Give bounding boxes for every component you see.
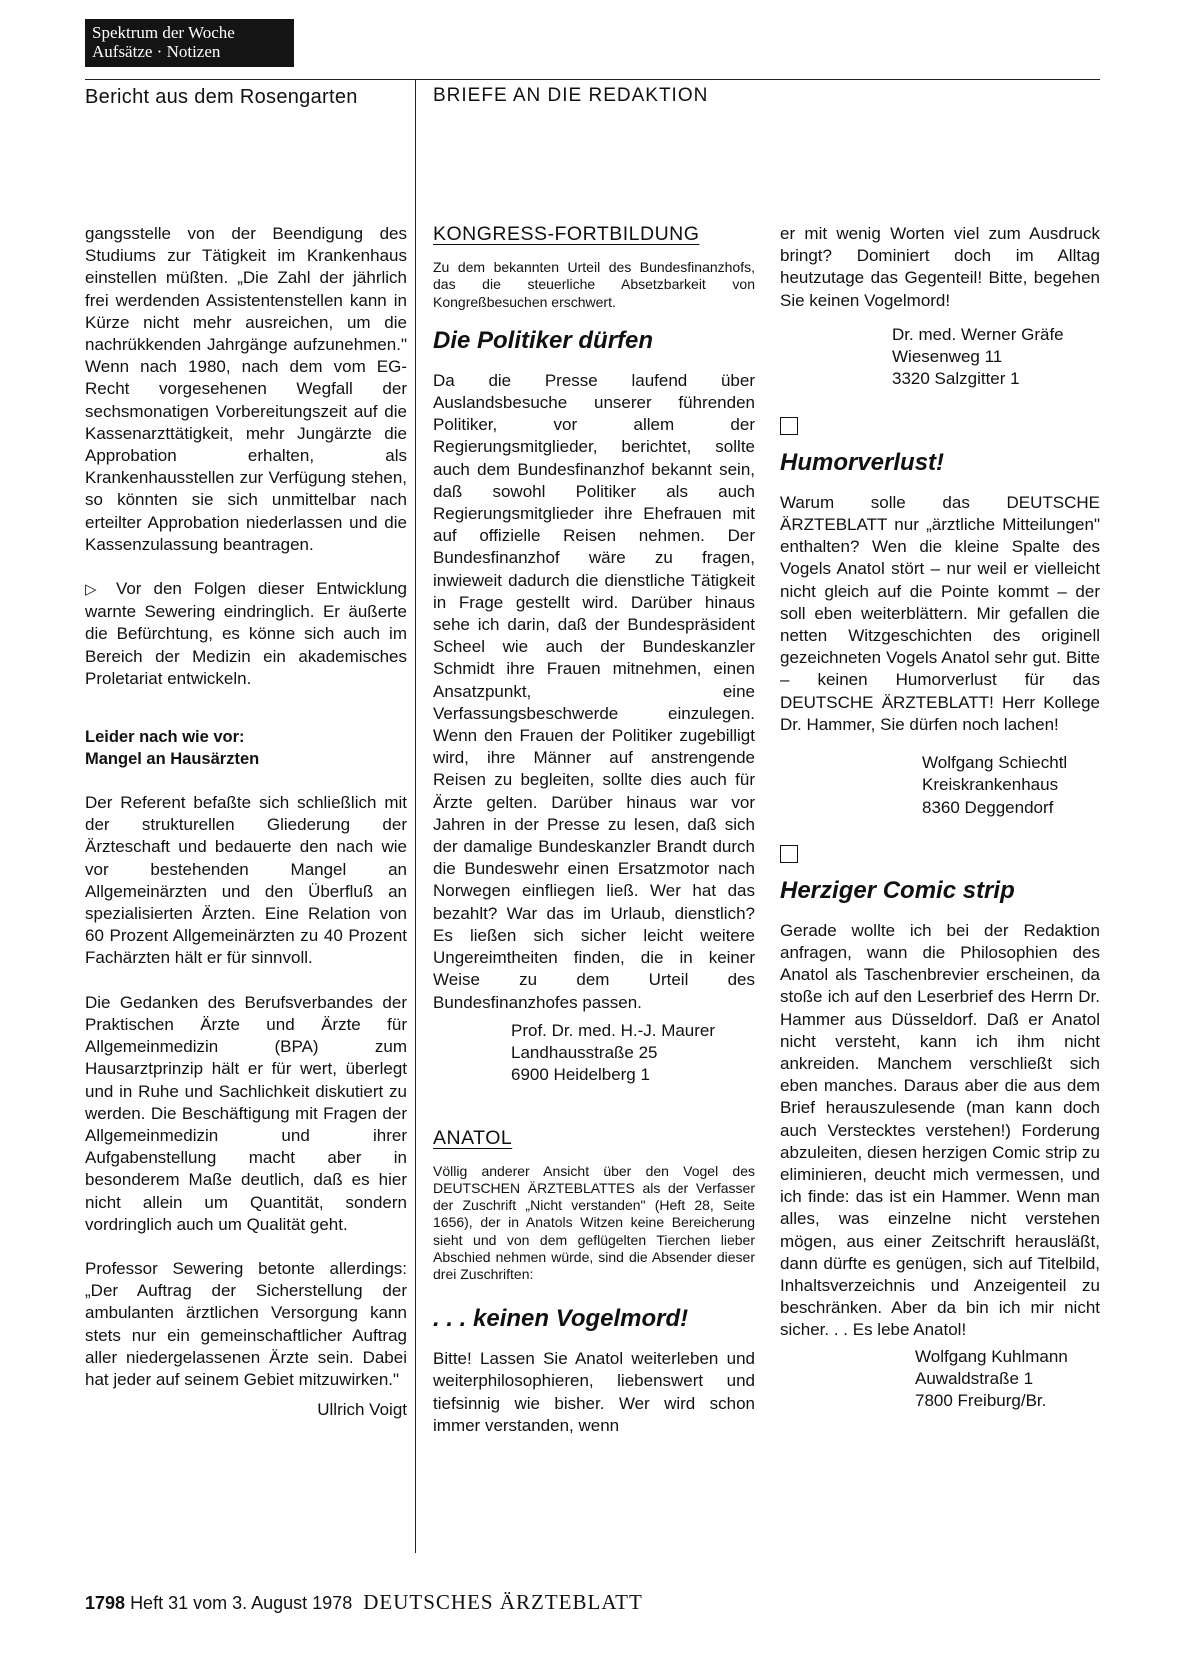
- signature-street: Auwaldstraße 1: [915, 1368, 1034, 1388]
- letter-headline: Humorverlust!: [780, 448, 945, 476]
- topic-intro: Völlig anderer Ansicht über den Vogel des DEUTSCHEN ÄRZTEBLATTES als der Verfasser der Zuschrift „Nicht verstanden" (Heft 28, Seite 1656), der in Anatols Witzen keine Bereicherung sieht und von dem geflügelten Tierchen lieber Abschied nehmen würde, sind die Absender dieser drei Zuschriften:: [433, 1162, 755, 1283]
- article-author: Ullrich Voigt: [317, 1400, 407, 1420]
- right-heading: BRIEFE AN DIE REDAKTION: [433, 85, 709, 106]
- page-footer: [85, 1590, 643, 1615]
- letter-separator-box-icon: [780, 417, 798, 435]
- letter-body: Da die Presse laufend über Auslandsbesuche unserer führenden Politiker, vor allem der Regierungsmitglieder, berichtet, sollte auch dem Bundesfinanzhof bekannt sein, daß sowohl Politiker als auch Regierungsmitglieder ihre Ehefrauen mit auf offizielle Reisen nehmen. Der Bundesfinanzhof wäre zu fragen, inwieweit dadurch die dienstliche Tätigkeit in Frage gestellt wird. Darüber hinaus sehe ich darin, daß der Bundespräsident Scheel wie auch der Bundeskanzler Schmidt ihre Frauen mitnehmen, einen Ansatzpunkt, eine Verfassungsbeschwerde einzulegen. Wenn den Frauen der Politiker zugebilligt wird, ihre Männer auf anstrengende Reisen zu begleiten, sollte dies auch für Ärzte gelten. Darüber hinaus war vor Jahren in der Presse zu lesen, daß sich der damalige Bundeskanzler Brandt durch die Bundeswehr einen Ersatzmotor nach Norwegen einfliegen ließ. Wer hat das bezahlt? War das im Urlaub, dienstlich? Es ließen sich sicher leicht weitere Ungereimtheiten finden, die in keiner Weise zu dem Urteil des Bundesfinanzhofes passen.: [433, 370, 755, 1012]
- signature-name: Wolfgang Kuhlmann: [915, 1346, 1068, 1366]
- magazine-name: DEUTSCHES ÄRZTEBLATT: [363, 1590, 643, 1614]
- signature-name: Prof. Dr. med. H.-J. Maurer: [511, 1020, 716, 1040]
- triangle-marker-icon: ▷: [85, 581, 104, 599]
- letter-signature: [892, 324, 1100, 391]
- article-paragraph: Die Gedanken des Berufsverbandes der Praktischen Ärzte und Ärzte für Allgemeinmedizin (BPA) zum Hausarztprinzip hält er für wert, überlegt und in Ruhe und Sachlichkeit diskutiert zu werden. Die Beschäftigung mit Fragen der Allgemeinmedizin und ihrer Aufgabenstellung macht aber in besonderem Maße deutlich, daß es hier nicht allein um Quantität, sondern vordringlich auch um Qualität geht.: [85, 992, 407, 1234]
- letter-signature: [915, 1346, 1100, 1413]
- letters-column-middle: [433, 223, 755, 1437]
- top-rule: [85, 79, 1100, 80]
- article-paragraph: Der Referent befaßte sich schließlich mit der strukturellen Gliederung der Ärzteschaft und bedauerte den nach wie vor bestehenden Mangel an Allgemeinärzten und den Überfluß an spezialisierten Ärzten. Eine Relation von 60 Prozent Allgemeinärzten zu 40 Prozent Fachärzten hält er für sinnvoll.: [85, 793, 407, 968]
- left-heading: Bericht aus dem Rosengarten: [85, 86, 358, 108]
- letter-body: Gerade wollte ich bei der Redaktion anfragen, wann die Philosophien des Anatol als Taschenbrevier erscheinen, da stoße ich auf den Leserbrief des Herrn Dr. Hammer aus Düsseldorf. Daß er Anatol nicht versteht, kann ich ihm nicht ankreiden. Manchem verschließt sich eben manches. Daraus aber die aus dem Brief herauszulesende (man kann doch auch Verstecktes verstehen!) Forderung abzuleiten, diesen herzigen Comic strip zu eliminieren, deucht mich vermessen, und ich finde: das ist ein Hammer. Wenn man alles, was einzelne nicht verstehen mögen, aus einer Zeitschrift herausläßt, dann dürfte es genügen, sich auf Titelbild, Inhaltsverzeichnis und Anzeigenteil zu beschränken. Aber da bin ich mir nicht sicher. . . Es lebe Anatol!: [780, 920, 1100, 1340]
- letter-headline: Herziger Comic strip: [780, 876, 1015, 904]
- article-paragraph-warning: [85, 578, 407, 690]
- section-label: [85, 19, 294, 67]
- topic-intro: Zu dem bekannten Urteil des Bundesfinanzhofs, das die steuerliche Absetzbarkeit von Kongreßbesuchen erschwert.: [433, 259, 755, 310]
- signature-name: Wolfgang Schiechtl: [922, 752, 1068, 772]
- signature-street: Wiesenweg 11: [892, 347, 1003, 367]
- article-subheading: [85, 726, 407, 770]
- letter-headline: Die Politiker dürfen: [433, 326, 654, 354]
- topic-kicker: ANATOL: [433, 1126, 513, 1149]
- issue-info: Heft 31 vom 3. August 1978: [130, 1593, 353, 1613]
- signature-name: Dr. med. Werner Gräfe: [892, 324, 1064, 344]
- letter-signature: [922, 752, 1100, 819]
- letter-signature: [511, 1020, 755, 1087]
- topic-kicker: KONGRESS-FORTBILDUNG: [433, 223, 700, 245]
- subheading-line1: Leider nach wie vor:: [85, 728, 245, 747]
- letter-body: Bitte! Lassen Sie Anatol weiterleben und weiterphilosophieren, liebenswert und tiefsinnig wie bisher. Wer wird schon immer verstanden, wenn: [433, 1349, 755, 1435]
- page-number: 1798: [85, 1593, 126, 1613]
- signature-city: 8360 Deggendorf: [922, 797, 1054, 817]
- column-divider: [415, 79, 416, 1553]
- article-column: [85, 223, 407, 1421]
- signature-street: Landhausstraße 25: [511, 1043, 658, 1062]
- letter-body: Warum solle das DEUTSCHE ÄRZTEBLATT nur „ärztliche Mitteilungen" enthalten? Wen die kleine Spalte des Vogels Anatol stört – nur weil er vielleicht nicht gleich auf die Pointe kommt – der soll eben weiterblättern. Mir gefallen die netten Witzgeschichten des originell gezeichneten Vogels Anatol sehr gut. Bitte – keinen Humorverlust für das DEUTSCHE ÄRZTEBLATT! Herr Kollege Dr. Hammer, Sie dürfen noch lachen!: [780, 492, 1100, 734]
- subheading-line2: Mangel an Hausärzten: [85, 750, 260, 769]
- signature-street: Kreiskrankenhaus: [922, 775, 1059, 795]
- signature-city: 6900 Heidelberg 1: [511, 1065, 650, 1085]
- section-label-line1: Spektrum der Woche: [92, 23, 235, 42]
- article-paragraph: Professor Sewering betonte allerdings: „Der Auftrag der Sicherstellung der ambulanten ärztlichen Versorgung kann stets nur ein gemeinschaftlicher Auftrag aller niedergelassenen Ärzte sein. Dabei hat jeder auf seinem Gebiet mitzuwirken.": [85, 1258, 407, 1389]
- article-paragraph-text: Vor den Folgen dieser Entwicklung warnte Sewering eindringlich. Er äußerte die Befürchtung, es könne sich auch im Bereich der Medizin ein akademisches Proletariat entwickeln.: [85, 579, 408, 688]
- letters-column-right: [780, 223, 1100, 1413]
- signature-city: 7800 Freiburg/Br.: [915, 1391, 1047, 1411]
- signature-city: 3320 Salzgitter 1: [892, 369, 1020, 389]
- letter-separator-box-icon: [780, 845, 798, 863]
- section-label-line2: Aufsätze · Notizen: [92, 42, 221, 61]
- letter-body-continued: er mit wenig Worten viel zum Ausdruck bringt? Dominiert doch im Alltag heutzutage das Gegenteil! Bitte, begehen Sie keinen Vogelmord!: [780, 224, 1100, 310]
- article-paragraph: gangsstelle von der Beendigung des Studiums zur Tätigkeit im Krankenhaus einstellen müßten. „Die Zahl der jährlich frei werdenden Assistentenstellen kann in Kürze nicht mehr ausreichen, um die nachrükkenden Jahrgänge aufzunehmen." Wenn nach 1980, nach dem vom EG-Recht vorgesehenen Wegfall der sechsmonatigen Vorbereitungszeit auf die Kassenarzttätigkeit, mehr Jungärzte die Approbation erhalten, als Krankenhausstellen zur Verfügung stehen, so könnten sie sich unmittelbar nach erteilter Approbation niederlassen und die Kassenzulassung beantragen.: [85, 224, 407, 554]
- letter-headline: . . . keinen Vogelmord!: [433, 1305, 689, 1333]
